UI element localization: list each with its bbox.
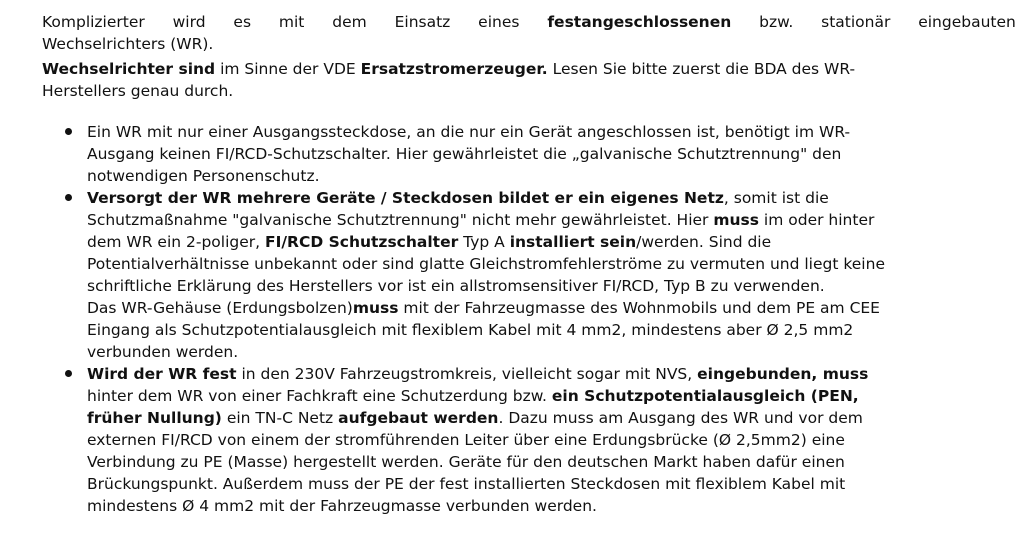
- text-line: [87, 187, 1010, 209]
- intro-word: Einsatz: [394, 13, 451, 31]
- text: Das WR-Gehäuse (Erdungsbolzen): [87, 299, 353, 317]
- text-line: schriftliche Erklärung des Herstellers vor ist ein allstromsensitiver FI/RCD, Typ B zu verwenden.: [87, 277, 825, 295]
- list-item: [65, 363, 1010, 517]
- bold-text: Ersatzstromerzeuger.: [360, 60, 548, 78]
- bullet-icon: [65, 128, 72, 135]
- bold-text: muss: [352, 299, 399, 317]
- text: im oder hinter: [759, 211, 875, 229]
- text: hinter dem WR von einer Fachkraft eine Schutzerdung bzw.: [87, 387, 552, 405]
- text: in den 230V Fahrzeugstromkreis, vielleicht sogar mit NVS,: [236, 365, 698, 383]
- bold-text: muss: [713, 211, 759, 229]
- text-line: [87, 407, 1010, 429]
- bold-text: Wechselrichter sind: [42, 60, 216, 78]
- text-line: Ein WR mit nur einer Ausgangssteckdose, an die nur ein Gerät angeschlossen ist, benötigt im WR-: [87, 123, 851, 141]
- intro-word: stationär: [821, 13, 891, 31]
- bold-text: installiert sein: [509, 233, 637, 251]
- intro-word: wird: [172, 13, 206, 31]
- text-line: [87, 363, 1010, 385]
- text-line: externen FI/RCD von einem der stromführenden Leiter über eine Erdungsbrücke (Ø 2,5mm2) eine: [87, 431, 845, 449]
- text: dem WR ein 2-poliger,: [87, 233, 266, 251]
- text: /werden. Sind die: [636, 233, 772, 251]
- intro-paragraph-2: [42, 58, 1016, 102]
- list-item: [65, 121, 1010, 187]
- intro-word: es: [233, 13, 252, 31]
- intro-word: mit: [278, 13, 305, 31]
- text-line: notwendigen Personenschutz.: [87, 167, 320, 185]
- bullet-icon: [65, 370, 72, 377]
- bullet-icon: [65, 194, 72, 201]
- text: . Dazu muss am Ausgang des WR und vor dem: [498, 409, 863, 427]
- text-line: [87, 231, 1010, 253]
- intro-word: dem: [332, 13, 367, 31]
- text: mit der Fahrzeugmasse des Wohnmobils und dem PE am CEE: [398, 299, 880, 317]
- text-line: Brückungspunkt. Außerdem muss der PE der fest installierten Steckdosen mit flexiblem Kabel mit: [87, 475, 846, 493]
- text-line: [87, 385, 1010, 407]
- text: Schutzmaßnahme "galvanische Schutztrennung" nicht mehr gewährleistet. Hier: [87, 211, 714, 229]
- bold-text: eingebunden, muss: [697, 365, 869, 383]
- intro-line-2: Wechselrichters (WR).: [42, 35, 214, 53]
- text: ein TN-C Netz: [221, 409, 339, 427]
- text-line: verbunden werden.: [87, 343, 239, 361]
- intro-p2-line-1: [42, 58, 1016, 80]
- bold-text: Versorgt der WR mehrere Geräte / Steckdosen bildet er ein eigenes Netz: [87, 189, 724, 207]
- bold-text: früher Nullung): [87, 409, 222, 427]
- intro-bold-word: festangeschlossenen: [547, 13, 732, 31]
- text: Lesen Sie bitte zuerst die BDA des WR-: [547, 60, 856, 78]
- text-line: Verbindung zu PE (Masse) hergestellt werden. Geräte für den deutschen Markt haben dafür einen: [87, 453, 845, 471]
- text-line: Eingang als Schutzpotentialausgleich mit flexiblem Kabel mit 4 mm2, mindestens aber Ø 2,5 mm2: [87, 321, 854, 339]
- bold-text: FI/RCD Schutzschalter: [265, 233, 459, 251]
- text-line: mindestens Ø 4 mm2 mit der Fahrzeugmasse verbunden werden.: [87, 497, 597, 515]
- intro-line-1: [42, 11, 1016, 33]
- text: Typ A: [458, 233, 510, 251]
- intro-word: eingebauten: [918, 13, 1016, 31]
- text-line: [87, 209, 1010, 231]
- text-line: [87, 297, 1010, 319]
- bold-text: aufgebaut werden: [338, 409, 499, 427]
- bold-text: ein Schutzpotentialausgleich (PEN,: [551, 387, 859, 405]
- text-line: Ausgang keinen FI/RCD-Schutzschalter. Hier gewährleistet die „galvanische Schutztrennung" den: [87, 145, 842, 163]
- text: , somit ist die: [723, 189, 829, 207]
- list-item: [65, 187, 1010, 363]
- intro-word: bzw.: [759, 13, 794, 31]
- intro-p2-line-2: Herstellers genau durch.: [42, 82, 234, 100]
- intro-word: Komplizierter: [42, 13, 145, 31]
- text-line: Potentialverhältnisse unbekannt oder sind glatte Gleichstromfehlerströme zu vermuten und liegt keine: [87, 255, 885, 273]
- intro-word: eines: [478, 13, 520, 31]
- bold-text: Wird der WR fest: [87, 365, 237, 383]
- text: im Sinne der VDE: [215, 60, 361, 78]
- bullet-list: [65, 121, 1010, 517]
- intro-paragraph-1: [42, 11, 1016, 55]
